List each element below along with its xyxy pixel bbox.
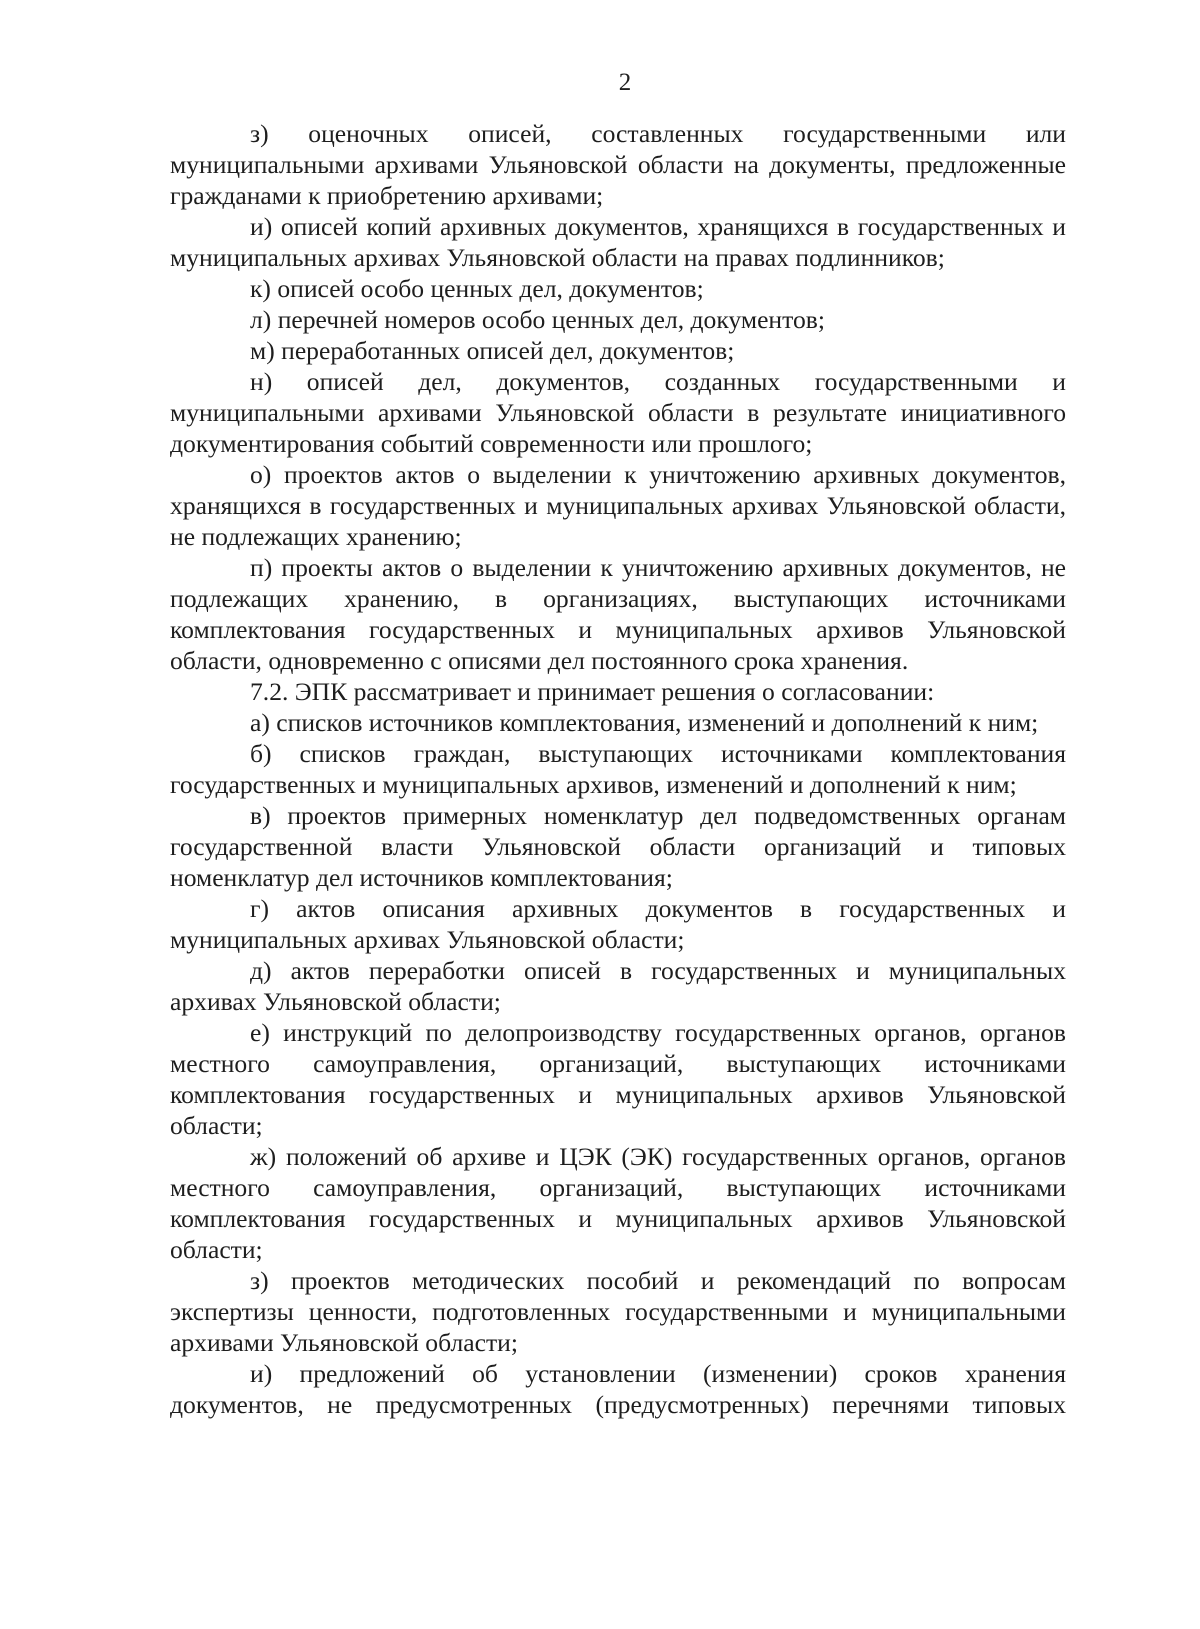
paragraph-l-valuable-lists: л) перечней номеров особо ценных дел, документов; <box>250 305 825 334</box>
paragraph-k-valuable-inventories: к) описей особо ценных дел, документов; <box>250 274 704 303</box>
paragraph-m-revised-inventories: м) переработанных описей дел, документов; <box>250 336 735 365</box>
paragraph-o-destruction-acts-archives: о) проектов актов о выделении к уничтожению архивных документов, хранящихся в государственных и муниципальных архивах Ульяновской области, не подлежащих хранению; <box>170 460 1066 551</box>
paragraph-a-source-lists: а) списков источников комплектования, изменений и дополнений к ним; <box>250 708 1039 737</box>
paragraph-z-methodical-manuals: з) проектов методических пособий и рекомендаций по вопросам экспертизы ценности, подготовленных государственными и муниципальными архивами Ульяновской области; <box>170 1266 1066 1357</box>
paragraph-g-description-acts: г) актов описания архивных документов в государственных и муниципальных архивах Ульяновской области; <box>170 894 1066 954</box>
paragraph-d-revision-acts: д) актов переработки описей в государственных и муниципальных архивах Ульяновской области; <box>170 956 1066 1016</box>
paragraph-v-nomenclatures: в) проектов примерных номенклатур дел подведомственных органам государственной власти Ульяновской области организаций и типовых номенклатур дел источников комплектования; <box>170 801 1066 892</box>
paragraph-zh-regulations: ж) положений об архиве и ЦЭК (ЭК) государственных органов, органов местного самоуправления, организаций, выступающих источниками комплектования государственных и муниципальных архивов Ульяновской области; <box>170 1142 1066 1264</box>
paragraph-z-evaluation-inventories: з) оценочных описей, составленных государственными или муниципальными архивами Ульяновской области на документы, предложенные гражданами к приобретению архивами; <box>170 119 1066 210</box>
paragraph-i-retention-proposals: и) предложений об установлении (изменении) сроков хранения документов, не предусмотренных (предусмотренных) перечнями типовых <box>170 1359 1066 1419</box>
paragraph-e-instructions: е) инструкций по делопроизводству государственных органов, органов местного самоуправления, организаций, выступающих источниками комплектования государственных и муниципальных архивов Ульяновской области; <box>170 1018 1066 1140</box>
page-number: 2 <box>618 69 632 96</box>
paragraph-p-destruction-acts-organizations: п) проекты актов о выделении к уничтожению архивных документов, не подлежащих хранению, в организациях, выступающих источниками комплектования государственных и муниципальных архивов Ульяновской области, одновременно с описями дел постоянного срока хранения. <box>170 553 1066 675</box>
paragraph-n-initiative-inventories: н) описей дел, документов, созданных государственными и муниципальными архивами Ульяновской области в результате инициативного документирования событий современности или прошлого; <box>170 367 1066 458</box>
paragraph-i-copy-inventories: и) описей копий архивных документов, хранящихся в государственных и муниципальных архивах Ульяновской области на правах подлинников; <box>170 212 1066 272</box>
paragraph-7-2-heading: 7.2. ЭПК рассматривает и принимает решения о согласовании: <box>250 677 935 706</box>
document-body <box>170 118 1066 1420</box>
paragraph-b-citizen-lists: б) списков граждан, выступающих источниками комплектования государственных и муниципальных архивов, изменений и дополнений к ним; <box>170 739 1066 799</box>
